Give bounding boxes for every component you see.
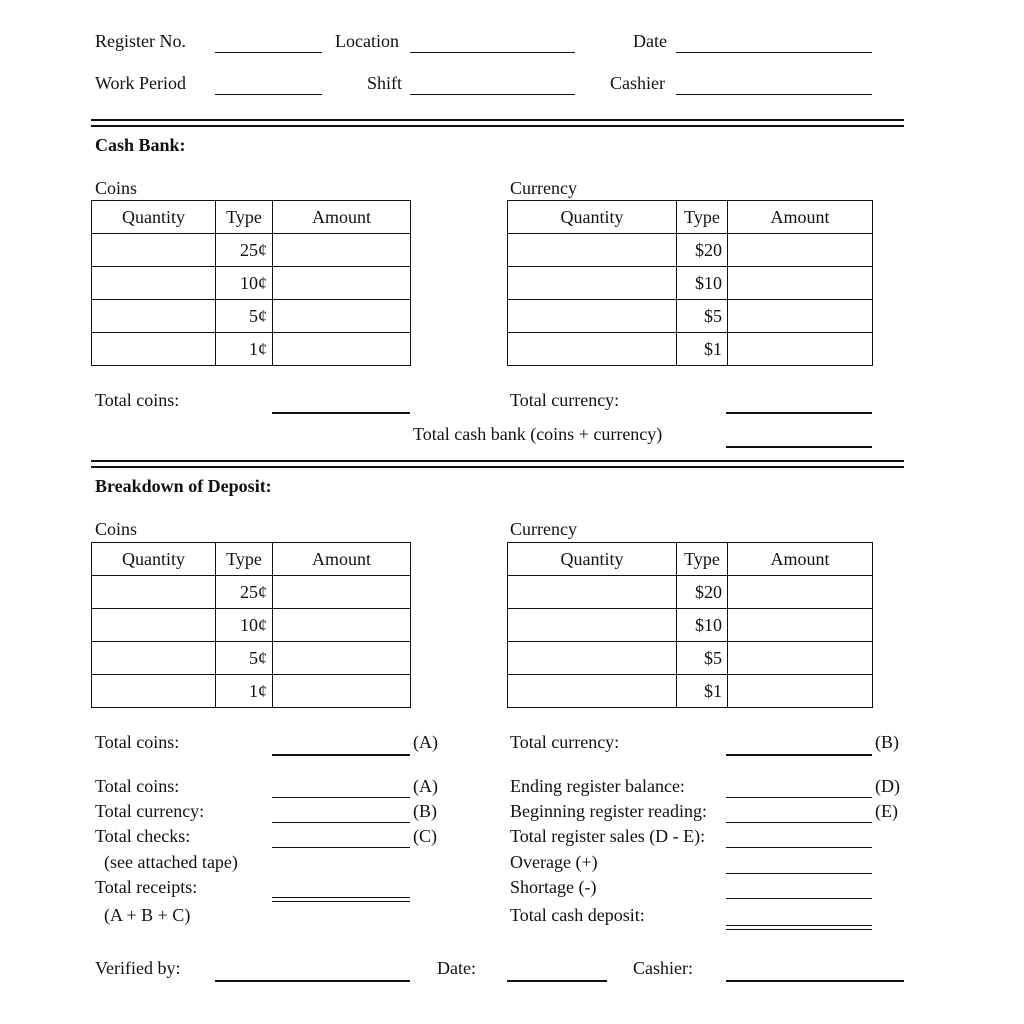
- total-cash-bank-label: Total cash bank (coins + currency): [413, 424, 663, 444]
- register-no-field[interactable]: [215, 52, 322, 53]
- column-header-amount: Amount: [273, 543, 411, 576]
- mark-b: (B): [413, 801, 437, 821]
- cash-bank-total-currency-field[interactable]: [726, 412, 872, 414]
- amount-cell[interactable]: [728, 234, 873, 267]
- total-checks-label: Total checks:: [95, 826, 191, 846]
- table-row: [92, 333, 411, 366]
- total-receipts-label: Total receipts:: [95, 877, 198, 897]
- quantity-cell[interactable]: [508, 234, 677, 267]
- footer-cashier-field[interactable]: [726, 980, 904, 982]
- quantity-cell[interactable]: [508, 609, 677, 642]
- quantity-cell[interactable]: [92, 609, 216, 642]
- overage-label: Overage (+): [510, 852, 598, 872]
- deposit-coins-table: [91, 542, 411, 708]
- quantity-cell[interactable]: [92, 576, 216, 609]
- beginning-register-reading-field[interactable]: [726, 822, 872, 823]
- table-row: [92, 267, 411, 300]
- total-register-sales-label: Total register sales (D - E):: [510, 826, 706, 846]
- verified-by-label: Verified by:: [95, 958, 181, 978]
- quantity-cell[interactable]: [508, 300, 677, 333]
- cash-bank-total-currency-label: Total currency:: [510, 390, 620, 410]
- summary-total-coins-label: Total coins:: [95, 776, 180, 796]
- cashier-field[interactable]: [676, 94, 872, 95]
- quantity-cell[interactable]: [92, 267, 216, 300]
- quantity-cell[interactable]: [508, 333, 677, 366]
- quantity-cell[interactable]: [92, 642, 216, 675]
- footer-cashier-label: Cashier:: [633, 958, 693, 978]
- table-row: [92, 642, 411, 675]
- amount-cell[interactable]: [728, 576, 873, 609]
- location-label: Location: [335, 31, 399, 51]
- date-label: Date: [633, 31, 667, 51]
- table-row: [508, 576, 873, 609]
- verified-by-field[interactable]: [215, 980, 410, 982]
- overage-field[interactable]: [726, 873, 872, 874]
- shortage-field[interactable]: [726, 898, 872, 899]
- work-period-field[interactable]: [215, 94, 322, 95]
- amount-cell[interactable]: [273, 300, 411, 333]
- deposit-total-coins-field[interactable]: [272, 754, 410, 756]
- table-row: [92, 609, 411, 642]
- section-divider: [91, 460, 904, 468]
- amount-cell[interactable]: [728, 300, 873, 333]
- quantity-cell[interactable]: [92, 300, 216, 333]
- deposit-currency-table: [507, 542, 873, 708]
- table-row: [508, 609, 873, 642]
- table-row: [508, 333, 873, 366]
- type-cell: $10: [677, 609, 728, 642]
- amount-cell[interactable]: [728, 333, 873, 366]
- table-row: [92, 675, 411, 708]
- cash-bank-coins-table: [91, 200, 411, 366]
- amount-cell[interactable]: [728, 609, 873, 642]
- cash-bank-currency-label: Currency: [510, 178, 577, 198]
- location-field[interactable]: [410, 52, 575, 53]
- type-cell: 10¢: [216, 267, 273, 300]
- cash-bank-title: Cash Bank:: [95, 135, 186, 155]
- type-cell: $20: [677, 234, 728, 267]
- amount-cell[interactable]: [728, 267, 873, 300]
- amount-cell[interactable]: [273, 333, 411, 366]
- footer-date-field[interactable]: [507, 980, 607, 982]
- table-row: [508, 267, 873, 300]
- column-header-amount: Amount: [728, 201, 873, 234]
- amount-cell[interactable]: [273, 675, 411, 708]
- work-period-label: Work Period: [95, 73, 187, 93]
- amount-cell[interactable]: [273, 642, 411, 675]
- type-cell: $5: [677, 642, 728, 675]
- quantity-cell[interactable]: [508, 675, 677, 708]
- mark-a: (A): [413, 732, 438, 752]
- deposit-coins-label: Coins: [95, 519, 138, 539]
- deposit-title: Breakdown of Deposit:: [95, 476, 272, 496]
- column-header-quantity: Quantity: [508, 201, 677, 234]
- amount-cell[interactable]: [273, 576, 411, 609]
- table-row: [92, 234, 411, 267]
- mark-d: (D): [875, 776, 900, 796]
- footer-date-label: Date:: [437, 958, 476, 978]
- type-cell: $20: [677, 576, 728, 609]
- table-row: [508, 675, 873, 708]
- ending-register-balance-label: Ending register balance:: [510, 776, 685, 796]
- ending-register-balance-field[interactable]: [726, 797, 872, 798]
- section-divider: [91, 119, 904, 127]
- register-no-label: Register No.: [95, 31, 186, 51]
- quantity-cell[interactable]: [508, 267, 677, 300]
- type-cell: 1¢: [216, 675, 273, 708]
- column-header-quantity: Quantity: [92, 543, 216, 576]
- quantity-cell[interactable]: [92, 234, 216, 267]
- cash-bank-total-coins-field[interactable]: [272, 412, 410, 414]
- amount-cell[interactable]: [273, 234, 411, 267]
- table-row: [508, 234, 873, 267]
- deposit-total-currency-field[interactable]: [726, 754, 872, 756]
- abc-formula-note: (A + B + C): [104, 905, 191, 925]
- deposit-currency-label: Currency: [510, 519, 577, 539]
- type-cell: 1¢: [216, 333, 273, 366]
- summary-total-coins-field[interactable]: [272, 797, 410, 798]
- see-attached-tape-note: (see attached tape): [104, 852, 238, 872]
- cash-bank-currency-table: [507, 200, 873, 366]
- type-cell: 5¢: [216, 642, 273, 675]
- quantity-cell[interactable]: [508, 642, 677, 675]
- total-receipts-field[interactable]: [272, 897, 410, 902]
- table-row: [508, 642, 873, 675]
- type-cell: $1: [677, 333, 728, 366]
- column-header-type: Type: [216, 543, 273, 576]
- column-header-type: Type: [677, 543, 728, 576]
- quantity-cell[interactable]: [92, 675, 216, 708]
- amount-cell[interactable]: [728, 642, 873, 675]
- amount-cell[interactable]: [273, 267, 411, 300]
- summary-total-currency-label: Total currency:: [95, 801, 205, 821]
- summary-total-currency-field[interactable]: [272, 822, 410, 823]
- column-header-amount: Amount: [273, 201, 411, 234]
- type-cell: $1: [677, 675, 728, 708]
- type-cell: 25¢: [216, 234, 273, 267]
- total-cash-deposit-label: Total cash deposit:: [510, 905, 645, 925]
- mark-c: (C): [413, 826, 437, 846]
- total-cash-bank-field[interactable]: [726, 446, 872, 448]
- cash-bank-coins-label: Coins: [95, 178, 138, 198]
- column-header-type: Type: [677, 201, 728, 234]
- mark-a: (A): [413, 776, 438, 796]
- cash-bank-total-coins-label: Total coins:: [95, 390, 180, 410]
- shift-label: Shift: [367, 73, 403, 93]
- type-cell: 10¢: [216, 609, 273, 642]
- table-header-row: [508, 201, 873, 234]
- quantity-cell[interactable]: [92, 333, 216, 366]
- total-register-sales-field[interactable]: [726, 847, 872, 848]
- table-row: [508, 300, 873, 333]
- shortage-label: Shortage (-): [510, 877, 597, 897]
- beginning-register-reading-label: Beginning register reading:: [510, 801, 707, 821]
- type-cell: 25¢: [216, 576, 273, 609]
- column-header-amount: Amount: [728, 543, 873, 576]
- table-header-row: [92, 201, 411, 234]
- column-header-quantity: Quantity: [508, 543, 677, 576]
- table-header-row: [508, 543, 873, 576]
- mark-e: (E): [875, 801, 898, 821]
- table-header-row: [92, 543, 411, 576]
- shift-field[interactable]: [410, 94, 575, 95]
- table-row: [92, 576, 411, 609]
- mark-b: (B): [875, 732, 899, 752]
- quantity-cell[interactable]: [508, 576, 677, 609]
- type-cell: $10: [677, 267, 728, 300]
- total-cash-deposit-field[interactable]: [726, 925, 872, 930]
- column-header-type: Type: [216, 201, 273, 234]
- type-cell: $5: [677, 300, 728, 333]
- date-field[interactable]: [676, 52, 872, 53]
- amount-cell[interactable]: [728, 675, 873, 708]
- deposit-total-coins-label: Total coins:: [95, 732, 180, 752]
- cashier-label: Cashier: [610, 73, 665, 93]
- column-header-quantity: Quantity: [92, 201, 216, 234]
- deposit-total-currency-label: Total currency:: [510, 732, 620, 752]
- total-checks-field[interactable]: [272, 847, 410, 848]
- amount-cell[interactable]: [273, 609, 411, 642]
- table-row: [92, 300, 411, 333]
- type-cell: 5¢: [216, 300, 273, 333]
